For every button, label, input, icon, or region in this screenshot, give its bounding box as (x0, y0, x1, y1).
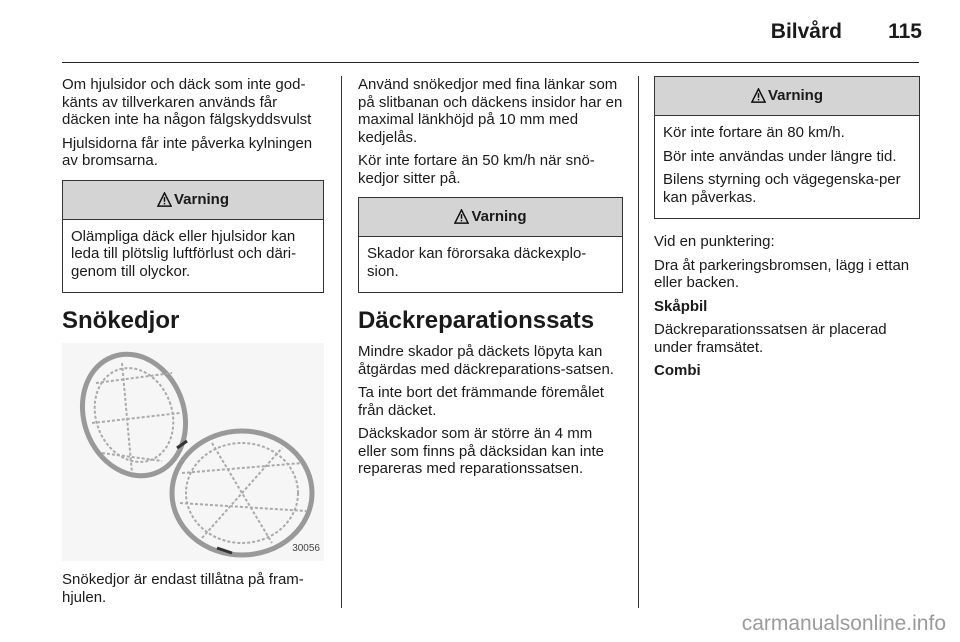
watermark-text: carmanualsonline.info (741, 612, 946, 635)
warning-icon (157, 192, 172, 207)
page-number: 115 (888, 20, 922, 43)
paragraph: Mindre skador på däckets löpyta kan åtgärdas med däckreparations-satsen. (358, 343, 614, 378)
warning-header (63, 181, 323, 220)
warning-header (359, 198, 622, 237)
paragraph: Kör inte fortare än 50 km/h när snö-kedjor sitter på. (358, 152, 595, 187)
column-3 (654, 76, 920, 386)
snow-chains-illustration (62, 343, 324, 561)
heading-tyre-repair-kit: Däckreparationssats (358, 307, 595, 334)
paragraph: Dra åt parkeringsbromsen, lägg i ettan eller backen. (654, 256, 910, 291)
warning-title: Varning (471, 208, 527, 225)
header-divider (62, 62, 919, 63)
warning-box (62, 180, 324, 294)
paragraph: Däckreparationssatsen är placerad under framsätet. (654, 321, 887, 356)
subheading-combi: Combi (654, 362, 701, 379)
subheading-van: Skåpbil (654, 297, 708, 315)
figure-code: 30056 (292, 542, 320, 554)
warning-text: Skador kan förorsaka däckexplo-sion. (367, 245, 587, 280)
warning-text: Kör inte fortare än 80 km/h. (663, 124, 845, 141)
warning-title: Varning (767, 87, 823, 104)
paragraph: Om hjulsidor och däck som inte god-känts av tillverkaren används får däcken inte ha någon fälgskyddsvulst (62, 76, 312, 128)
warning-text: Bilens styrning och vägegenska-per kan påverkas. (663, 171, 901, 206)
section-title: Bilvård (770, 20, 842, 43)
paragraph: Använd snökedjor med fina länkar som på slitbanan och däckens insidor har en maximal länkhöjd på 10 mm med kedjelås. (358, 76, 623, 146)
page-header (0, 0, 960, 60)
warning-box (358, 197, 623, 293)
warning-header (655, 77, 919, 116)
warning-text: Bör inte användas under längre tid. (663, 147, 897, 165)
column-2 (358, 76, 623, 484)
paragraph: Hjulsidorna får inte påverka kylningen av bromsarna. (62, 134, 313, 169)
warning-icon (454, 209, 469, 224)
warning-text: Olämpliga däck eller hjulsidor kan leda till plötslig luftförlust och däri-genom till olyckor. (71, 227, 297, 280)
paragraph: Däckskador som är större än 4 mm eller som finns på däcksidan kan inte repareras med reparationssatsen. (358, 425, 604, 477)
warning-box (654, 76, 920, 219)
warning-icon (751, 88, 766, 103)
warning-title: Varning (173, 190, 229, 208)
column-divider-2 (638, 76, 639, 608)
paragraph: Vid en punktering: (654, 233, 775, 250)
heading-snow-chains: Snökedjor (62, 307, 180, 334)
column-divider-1 (341, 76, 342, 608)
column-1 (62, 76, 324, 612)
paragraph: Ta inte bort det främmande föremålet från däcket. (358, 384, 604, 419)
snow-chain-drawing (62, 343, 324, 561)
paragraph: Snökedjor är endast tillåtna på fram-hjulen. (62, 571, 304, 606)
